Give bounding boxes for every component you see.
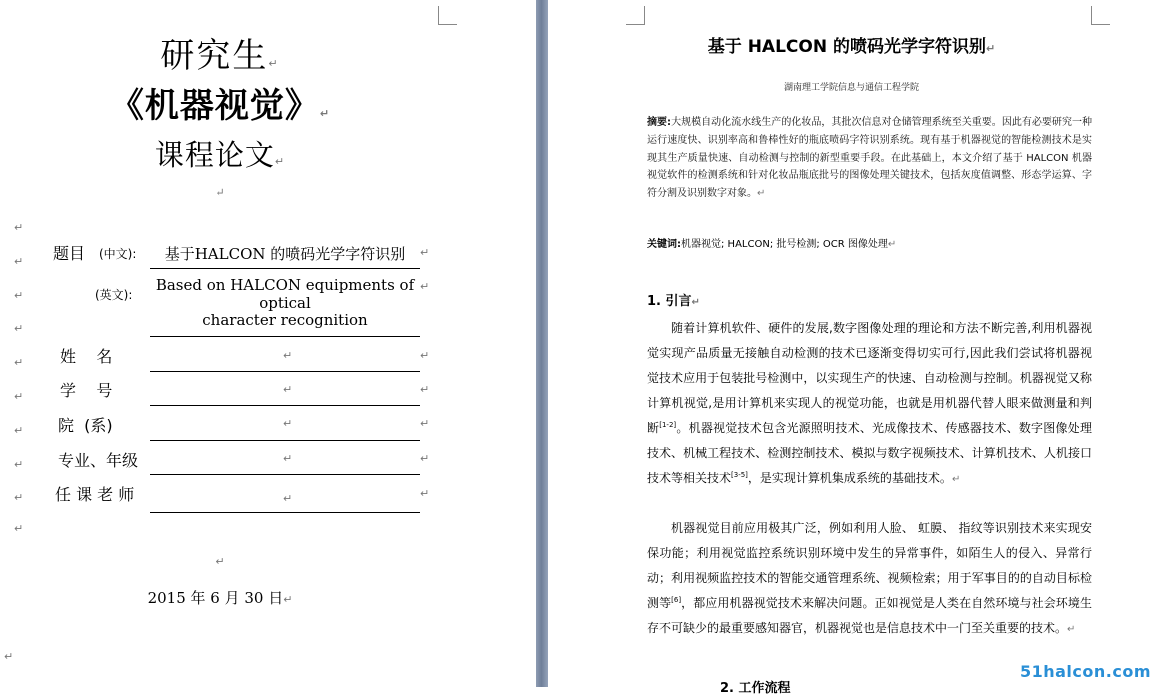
field-underline	[150, 474, 420, 475]
para-mark: ↵	[319, 107, 331, 120]
para-mark: ↵	[283, 452, 293, 465]
abstract	[647, 114, 1092, 203]
next-section-heading: 2. 工作流程	[720, 681, 791, 696]
para-mark: ↵	[420, 417, 430, 430]
article-title-text: 基于 HALCON 的喷码光学字符识别	[707, 37, 986, 57]
title-en-value-line2: character recognition	[202, 311, 368, 329]
keywords-text: 机器视觉; HALCON; 批号检测; OCR 图像处理	[681, 239, 888, 250]
affiliation: 湖南理工学院信息与通信工程学院	[783, 83, 919, 93]
crop-mark	[438, 6, 457, 25]
para-mark: ↵	[215, 186, 225, 199]
para-mark: ↵	[14, 255, 24, 268]
field-underline	[150, 405, 420, 406]
field-underline	[150, 440, 420, 441]
para-mark: ↵	[420, 349, 430, 362]
para-mark: ↵	[14, 522, 24, 535]
crop-mark	[1091, 6, 1110, 25]
keywords-label: 关键词:	[647, 239, 681, 250]
para-mark: ↵	[274, 155, 286, 168]
para-mark: ↵	[283, 593, 293, 606]
section-heading	[647, 290, 700, 309]
para-mark: ↵	[986, 42, 996, 55]
para-mark: ↵	[14, 491, 24, 504]
page-gutter	[536, 0, 548, 687]
cover-date-text: 2015 年 6 月 30 日	[147, 589, 284, 607]
paragraph-text: 机器视觉目前应用极其广泛，例如利用人脸、 虹膜、 指纹等识别技术来实现安保功能；利用视觉监控系统识别环境中发生的异常事件，如陌生人的侵入、异常行动；利用视频监控技术的智能交通管理系统、视频检索；用于军事目的的自动目标检测等	[647, 521, 1092, 610]
paragraph-text: 随着计算机软件、硬件的发展,数字图像处理的理论和方法不断完善,利用机器视觉实现产品质量无接触自动检测的技术已逐渐变得切实可行,因此我们尝试将机器视觉技术应用于包装批号检测中，以实现生产的快速、自动检测与控制。机器视觉又称计算机视觉,是用计算机来实现人的视觉功能，也就是用机器代替人眼来做测量和判断	[647, 321, 1092, 435]
para-mark: ↵	[4, 650, 14, 663]
para-mark: ↵	[14, 322, 24, 335]
paragraph-text: ，都应用机器视觉技术来解决问题。正如视觉是人类在自然环境与社会环境生存不可缺少的最重要感知器官，机器视觉也是信息技术中一门至关重要的技术。	[647, 596, 1092, 635]
para-mark: ↵	[420, 246, 430, 259]
field-underline	[150, 268, 420, 269]
department-label: 院 (系)	[58, 416, 113, 435]
para-mark: ↵	[283, 349, 293, 362]
article-page	[548, 0, 1155, 687]
title-en-label: (英文):	[95, 288, 133, 302]
citation: [6]	[671, 596, 682, 604]
para-mark: ↵	[14, 458, 24, 471]
paragraph-text: ，是实现计算机集成系统的基础技术。	[747, 471, 952, 485]
keywords	[647, 235, 1092, 250]
para-mark: ↵	[420, 487, 430, 500]
body-paragraph	[647, 316, 1092, 492]
citation: [1-2]	[659, 421, 677, 429]
para-mark: ↵	[215, 555, 225, 568]
title-cn-value: 基于HALCON 的喷码光学字符识别	[164, 245, 406, 263]
title-label: 题目	[53, 244, 86, 263]
student-id-label: 学 号	[60, 381, 113, 400]
field-underline	[150, 371, 420, 372]
para-mark: ↵	[268, 57, 280, 70]
field-underline	[150, 336, 420, 337]
para-mark: ↵	[14, 289, 24, 302]
title-en-value-line1: Based on HALCON equipments of optical	[155, 276, 415, 312]
cover-page	[0, 0, 536, 687]
para-mark: ↵	[283, 492, 293, 505]
major-grade-label: 专业、年级	[58, 451, 139, 470]
para-mark: ↵	[420, 452, 430, 465]
cover-date	[0, 587, 440, 608]
para-mark: ↵	[420, 383, 430, 396]
section-heading-text: 1. 引言	[647, 294, 692, 309]
para-mark: ↵	[757, 188, 766, 200]
watermark: 51halcon.com	[1019, 662, 1151, 681]
para-mark: ↵	[283, 417, 293, 430]
body-paragraph	[647, 516, 1092, 642]
name-label: 姓 名	[60, 347, 113, 366]
teacher-label: 任 课 老 师	[55, 485, 135, 504]
para-mark: ↵	[14, 390, 24, 403]
cover-line-3-text: 课程论文	[154, 138, 275, 172]
para-mark: ↵	[14, 424, 24, 437]
para-mark: ↵	[887, 239, 897, 250]
cover-line-1	[0, 28, 440, 77]
para-mark: ↵	[14, 356, 24, 369]
para-mark: ↵	[951, 474, 961, 485]
crop-mark	[626, 6, 645, 25]
title-cn-label: (中文):	[99, 247, 137, 261]
cover-line-2	[0, 78, 440, 127]
course-name: 《机器视觉》	[109, 86, 320, 126]
paragraph-text: 。机器视觉技术包含光源照明技术、光成像技术、传感器技术、数字图像处理技术、机械工程技术、检测控制技术、模拟与数字视频技术、计算机技术、人机接口技术等相关技术	[647, 421, 1092, 485]
para-mark: ↵	[14, 221, 24, 234]
para-mark: ↵	[420, 280, 430, 293]
abstract-label: 摘要:	[647, 117, 672, 128]
citation: [3-5]	[731, 471, 748, 479]
abstract-text: 大规模自动化流水线生产的化妆品，其批次信息对仓储管理系统至关重要。因此有必要研究一种运行速度快、识别率高和鲁棒性好的瓶底喷码字符识别系统。现有基于机器视觉的智能检测技术是实现其生产质量快速、自动检测与控制的新型重要手段。在此基础上，本文介绍了基于 HALCON 机器视觉软件的检测系统和针对化妆品瓶底批号的图像处理关键技术，包括灰度值调整、形态学运算、字符分割及识别数字对象。	[647, 117, 1093, 200]
para-mark: ↵	[1067, 624, 1076, 635]
cover-line-3	[0, 133, 440, 174]
cover-line-1-text: 研究生	[160, 36, 269, 76]
field-underline	[150, 512, 420, 513]
article-title	[548, 32, 1155, 57]
para-mark: ↵	[691, 297, 700, 308]
para-mark: ↵	[283, 383, 293, 396]
